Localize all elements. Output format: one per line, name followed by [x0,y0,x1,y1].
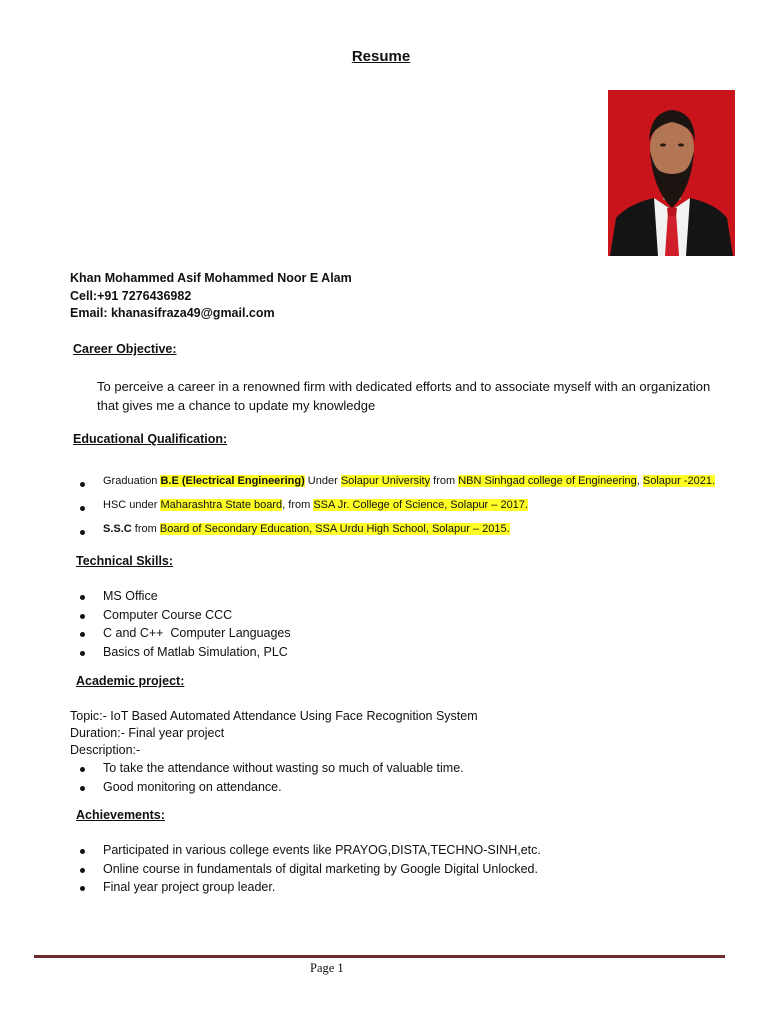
project-description-list [70,760,464,797]
list-item: S.S.C from Board of Secondary Education, SSA Urdu High School, Solapur – 2015. [70,520,715,544]
bullet-icon [80,767,85,772]
education-list [70,472,715,544]
list-item: Online course in fundamentals of digital marketing by Google Digital Unlocked. [70,861,541,880]
bullet-icon [80,786,85,791]
bullet-icon [80,595,85,600]
project-duration: Duration:- Final year project [70,726,225,741]
list-item: C and C++ Computer Languages [70,625,291,644]
list-item: Basics of Matlab Simulation, PLC [70,644,291,663]
technical-skills-heading: Technical Skills: [76,554,174,568]
bullet-icon [80,614,85,619]
bullet-icon [80,506,85,511]
list-item: To take the attendance without wasting so much of valuable time. [70,760,464,779]
profile-photo [608,90,735,256]
list-item: Good monitoring on attendance. [70,779,464,798]
person-portrait-icon [608,90,735,256]
list-item: Final year project group leader. [70,879,541,898]
email-address: Email: khanasifraza49@gmail.com [70,306,275,320]
achievements-heading: Achievements: [76,808,165,822]
project-topic: Topic:- IoT Based Automated Attendance Using Face Recognition System [70,709,478,723]
list-item: Participated in various college events like PRAYOG,DISTA,TECHNO-SINH,etc. [70,842,541,861]
bullet-icon [80,651,85,656]
list-item: Computer Course CCC [70,607,291,626]
bullet-icon [80,868,85,873]
list-item: Graduation B.E (Electrical Engineering) Under Solapur University from NBN Sinhgad college of Engineering, Solapur -2021. [70,472,715,496]
achievements-list [70,842,541,898]
project-details [70,708,478,760]
academic-project-heading: Academic project: [76,674,185,688]
bullet-icon [80,482,85,487]
bullet-icon [80,530,85,535]
page-title: Resume [351,48,411,65]
cell-number: Cell:+91 7276436982 [70,288,192,303]
bullet-icon [80,632,85,637]
career-objective-text: To perceive a career in a renowned firm with dedicated efforts and to associate myself with an organization that gives me a chance to update my knowledge [97,379,711,413]
project-description-label: Description:- [70,743,141,758]
footer-divider [34,955,725,958]
page-number: Page 1 [310,961,344,975]
bullet-icon [80,849,85,854]
list-item: HSC under Maharashtra State board, from SSA Jr. College of Science, Solapur – 2017. [70,496,715,520]
bullet-icon [80,886,85,891]
education-heading: Educational Qualification: [73,432,228,446]
list-item: MS Office [70,588,291,607]
contact-block [70,270,352,323]
candidate-name: Khan Mohammed Asif Mohammed Noor E Alam [70,271,352,285]
skills-list [70,588,291,663]
career-objective-heading: Career Objective: [73,342,177,356]
